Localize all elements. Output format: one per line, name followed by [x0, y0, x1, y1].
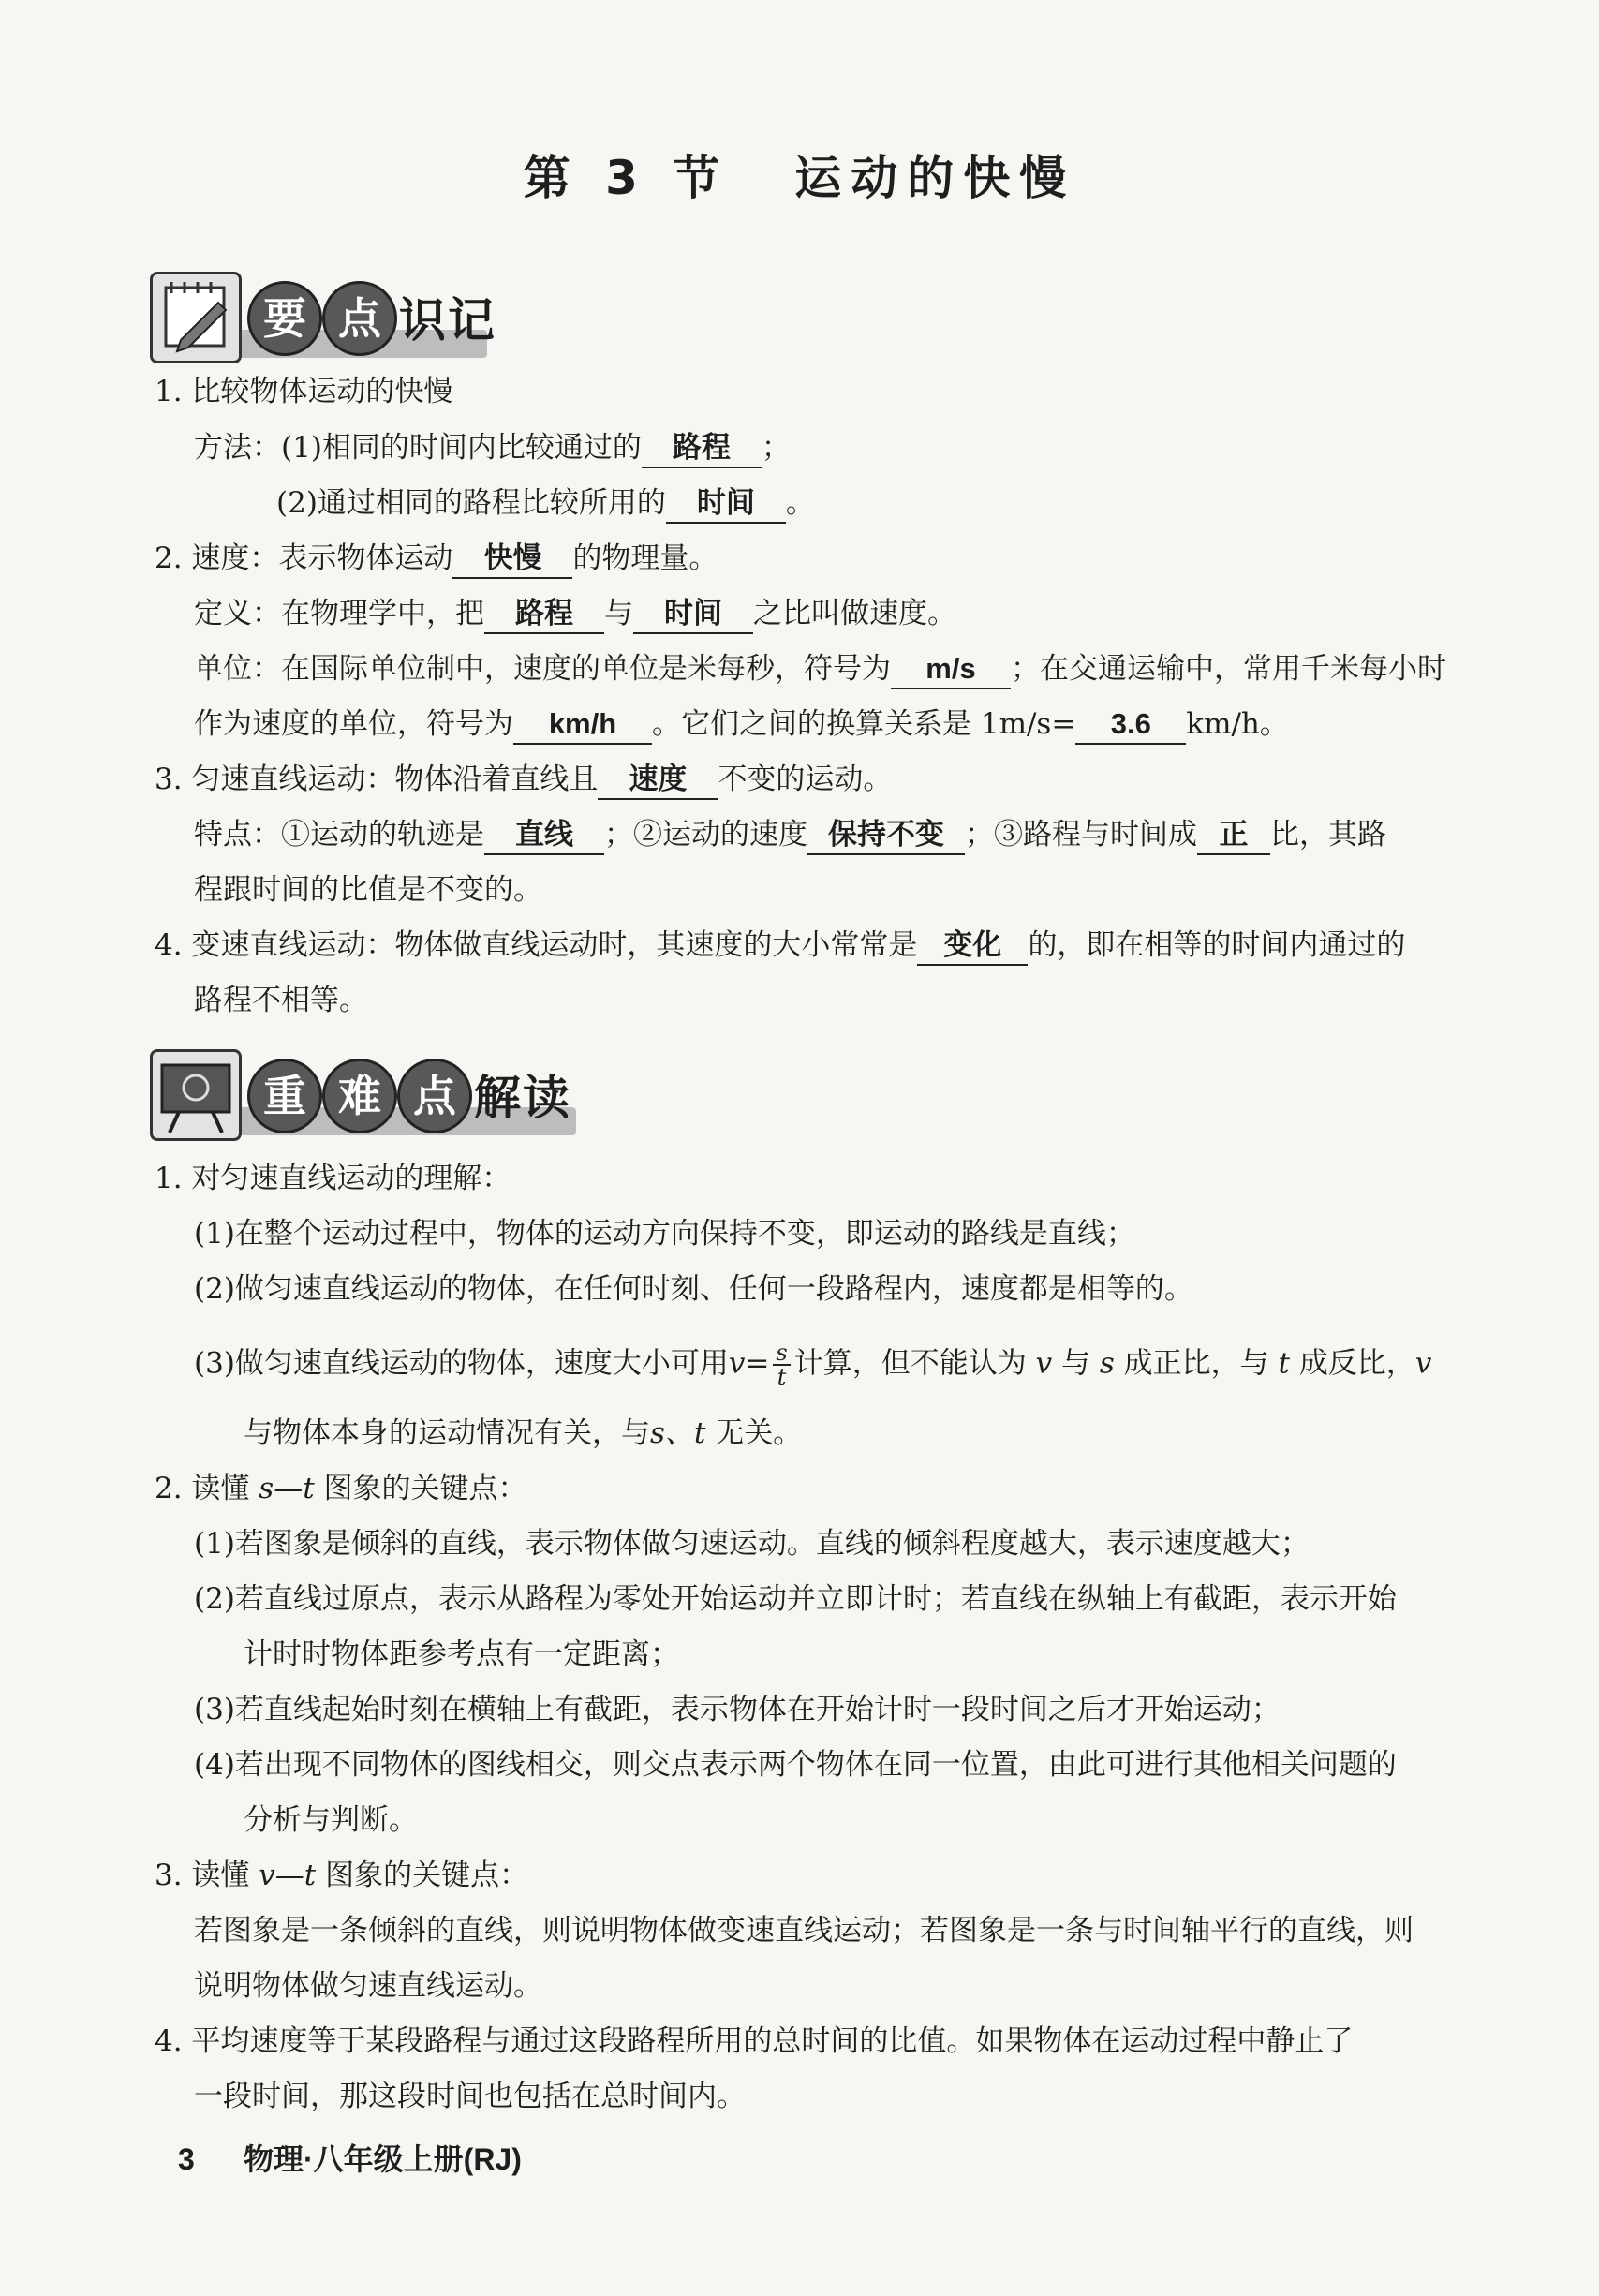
answer-blank: 正	[1197, 816, 1270, 855]
analysis-1-item-3: (3)做匀速直线运动的物体，速度大小可用v= $\frac{s}{t}$ 计算，但不能认为 v 与 s 成正比，与 t 成反比，v	[194, 1340, 1432, 1390]
point-4-variable-cont: 路程不相等。	[194, 984, 368, 1017]
point-2-unit-1: 单位：在国际单位制中，速度的单位是米每秒，符号为 m/s ；在交通运输中，常用千米每小时	[194, 650, 1446, 689]
banner-char-2: 难	[322, 1059, 397, 1133]
book-title: 物理·八年级上册(RJ)	[244, 2142, 522, 2176]
analysis-3-text-cont: 说明物体做匀速直线运动。	[194, 1969, 542, 2003]
answer-blank: 时间	[633, 595, 753, 634]
banner-char-3: 点	[397, 1059, 472, 1133]
answer-blank: 变化	[917, 926, 1028, 966]
page-number: 3	[178, 2142, 195, 2176]
analysis-2-heading: 2. 读懂 s—t 图象的关键点：	[155, 1472, 527, 1505]
answer-blank: 3.6	[1075, 705, 1186, 745]
page-footer	[178, 2136, 522, 2179]
formula-fraction: $\frac{s}{t}$	[773, 1341, 790, 1388]
notebook-pencil-icon	[150, 272, 242, 363]
analysis-2-item-3: (3)若直线起始时刻在横轴上有截距，表示物体在开始计时一段时间之后才开始运动；	[194, 1693, 1281, 1726]
point-1-heading: 1. 比较物体运动的快慢	[155, 375, 453, 408]
banner-text: 解读	[474, 1071, 571, 1125]
answer-blank: 时间	[666, 484, 786, 524]
answer-blank: m/s	[891, 650, 1011, 689]
point-3-features: 特点：①运动的轨迹是 直线 ；②运动的速度 保持不变 ；③路程与时间成 正 比，其路	[194, 816, 1386, 855]
analysis-1-item-1: (1)在整个运动过程中，物体的运动方向保持不变，即运动的路线是直线；	[194, 1217, 1135, 1251]
analysis-1-item-2: (2)做匀速直线运动的物体，在任何时刻、任何一段路程内，速度都是相等的。	[194, 1272, 1193, 1306]
analysis-2-item-1: (1)若图象是倾斜的直线，表示物体做匀速运动。直线的倾斜程度越大，表示速度越大；	[194, 1527, 1310, 1561]
analysis-1-item-3-cont: 与物体本身的运动情况有关，与s、t 无关。	[244, 1416, 803, 1450]
point-2-speed: 2. 速度：表示物体运动 快慢 的物理量。	[155, 540, 718, 579]
banner-char-1: 重	[247, 1059, 322, 1133]
point-2-definition: 定义：在物理学中，把 路程 与 时间 之比叫做速度。	[194, 595, 956, 634]
point-1-method-1: 方法：(1)相同的时间内比较通过的 路程 ；	[194, 429, 791, 468]
blackboard-icon	[150, 1049, 242, 1141]
point-1-method-2: (2)通过相同的路程比较所用的 时间 。	[276, 484, 815, 524]
banner-key-points	[150, 272, 525, 365]
point-3-uniform: 3. 匀速直线运动：物体沿着直线且 速度 不变的运动。	[155, 761, 892, 800]
analysis-4-text: 4. 平均速度等于某段路程与通过这段路程所用的总时间的比值。如果物体在运动过程中静止了	[155, 2024, 1354, 2058]
banner-text: 识记	[399, 293, 496, 348]
banner-difficult-points	[150, 1049, 618, 1143]
analysis-1-heading: 1. 对匀速直线运动的理解：	[155, 1162, 511, 1195]
answer-blank: 路程	[642, 429, 762, 468]
section-name: 运动的快慢	[794, 151, 1076, 205]
point-3-features-cont: 程跟时间的比值是不变的。	[194, 873, 542, 907]
analysis-2-item-4: (4)若出现不同物体的图线相交，则交点表示两个物体在同一位置，由此可进行其他相关问题的	[194, 1748, 1397, 1782]
analysis-2-item-2-cont: 计时时物体距参考点有一定距离；	[244, 1637, 679, 1671]
point-2-unit-2: 作为速度的单位，符号为 km/h 。它们之间的换算关系是 1m/s= 3.6 km/h。	[194, 705, 1289, 745]
banner-char-2: 点	[322, 281, 397, 356]
answer-blank: 速度	[598, 761, 718, 800]
analysis-2-item-2: (2)若直线过原点，表示从路程为零处开始运动并立即计时；若直线在纵轴上有截距，表示开始	[194, 1582, 1397, 1616]
analysis-3-heading: 3. 读懂 v—t 图象的关键点：	[155, 1859, 529, 1892]
analysis-3-text: 若图象是一条倾斜的直线，则说明物体做变速直线运动；若图象是一条与时间轴平行的直线，则	[194, 1914, 1414, 1948]
answer-blank: 路程	[484, 595, 604, 634]
section-title	[0, 141, 1599, 208]
analysis-4-text-cont: 一段时间，那这段时间也包括在总时间内。	[194, 2080, 746, 2113]
answer-blank: 快慢	[452, 540, 572, 579]
answer-blank: 保持不变	[807, 816, 965, 855]
section-number: 第 3 节	[523, 151, 730, 205]
point-4-variable: 4. 变速直线运动：物体做直线运动时，其速度的大小常常是 变化 的，即在相等的时间内通过的	[155, 926, 1405, 966]
banner-char-1: 要	[247, 281, 322, 356]
analysis-2-item-4-cont: 分析与判断。	[244, 1803, 418, 1837]
answer-blank: 直线	[484, 816, 604, 855]
answer-blank: km/h	[513, 705, 652, 745]
